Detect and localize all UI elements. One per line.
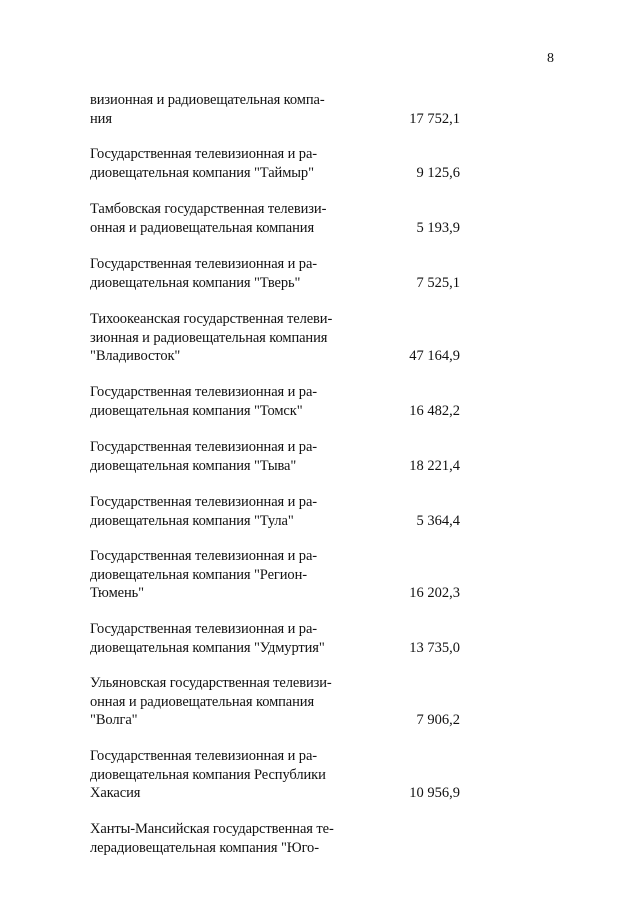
entry-name <box>90 200 360 237</box>
list-item <box>90 383 470 420</box>
entry-name-line: диовещательная компания "Регион- <box>90 566 307 583</box>
entry-name-line: Государственная телевизионная и ра- <box>90 384 318 400</box>
list-item <box>90 438 470 475</box>
list-item <box>90 310 470 366</box>
entry-name-line: Ханты-Мансийская государственная те- <box>90 821 334 837</box>
entry-name-line: Тихоокеанская государственная телеви- <box>90 311 333 327</box>
list-item <box>90 145 470 182</box>
entry-name-line: онная и радиовещательная компания <box>90 219 315 236</box>
entry-name <box>90 310 360 366</box>
list-item <box>90 674 470 730</box>
entry-name-line: Тюмень" <box>90 585 144 601</box>
entry-name-line: Государственная телевизионная и ра- <box>90 146 318 162</box>
entry-amount: 5 193,9 <box>416 219 460 236</box>
entry-amount: 7 906,2 <box>416 712 460 728</box>
list-item <box>90 493 470 530</box>
entry-name-line: зионная и радиовещательная компания <box>90 329 328 346</box>
entry-name-line: Государственная телевизионная и ра- <box>90 439 318 455</box>
entry-amount: 9 125,6 <box>416 164 460 181</box>
list-item <box>90 200 470 237</box>
entry-name <box>90 255 360 292</box>
entry-name <box>90 820 360 857</box>
entry-amount: 7 525,1 <box>416 274 460 291</box>
entry-name-line: Тамбовская государственная телевизи- <box>90 201 327 217</box>
page-number: 8 <box>547 51 554 66</box>
list-item <box>90 747 470 803</box>
entry-name-line: "Владивосток" <box>90 348 181 364</box>
entry-name-line: "Волга" <box>90 712 138 728</box>
entry-name <box>90 438 360 475</box>
entry-amount: 16 202,3 <box>409 585 460 601</box>
entry-name-line: Государственная телевизионная и ра- <box>90 748 318 764</box>
entry-name-line: Государственная телевизионная и ра- <box>90 548 318 564</box>
entry-name-line: диовещательная компания "Удмуртия" <box>90 639 325 656</box>
entry-name-line: диовещательная компания "Тверь" <box>90 274 301 291</box>
entry-name-line: диовещательная компания "Тыва" <box>90 457 297 474</box>
entry-name-line: ния <box>90 110 112 127</box>
entry-amount: 17 752,1 <box>409 110 460 127</box>
entry-name-line: Государственная телевизионная и ра- <box>90 621 318 637</box>
entry-name <box>90 547 360 603</box>
entry-name-line: диовещательная компания "Томск" <box>90 402 303 419</box>
entry-name <box>90 620 360 657</box>
entry-name-line: диовещательная компания "Таймыр" <box>90 164 314 181</box>
entry-name-line: Ульяновская государственная телевизи- <box>90 675 332 691</box>
entry-name-line: Хакасия <box>90 785 141 801</box>
entry-name <box>90 91 360 128</box>
entry-name-line: визионная и радиовещательная компа- <box>90 92 325 108</box>
entry-amount: 16 482,2 <box>409 402 460 419</box>
entry-amount: 10 956,9 <box>409 785 460 801</box>
entry-name <box>90 383 360 420</box>
entry-name-line: лерадиовещательная компания "Юго- <box>90 839 319 856</box>
entry-amount: 47 164,9 <box>409 348 460 364</box>
list-item <box>90 820 470 857</box>
entry-name-line: диовещательная компания Республики <box>90 766 326 783</box>
list-item <box>90 255 470 292</box>
entry-name-line: онная и радиовещательная компания <box>90 693 315 710</box>
entry-name-line: Государственная телевизионная и ра- <box>90 494 318 510</box>
entry-amount: 18 221,4 <box>409 457 460 474</box>
entry-amount: 13 735,0 <box>409 639 460 656</box>
entry-name <box>90 493 360 530</box>
list-item <box>90 547 470 603</box>
entry-name-line: диовещательная компания "Тула" <box>90 512 294 529</box>
entry-amount: 5 364,4 <box>416 512 460 529</box>
entry-name-line: Государственная телевизионная и ра- <box>90 256 318 272</box>
entry-name <box>90 747 360 803</box>
entry-name <box>90 145 360 182</box>
list-item <box>90 620 470 657</box>
entry-name <box>90 674 360 730</box>
list-item <box>90 91 470 128</box>
